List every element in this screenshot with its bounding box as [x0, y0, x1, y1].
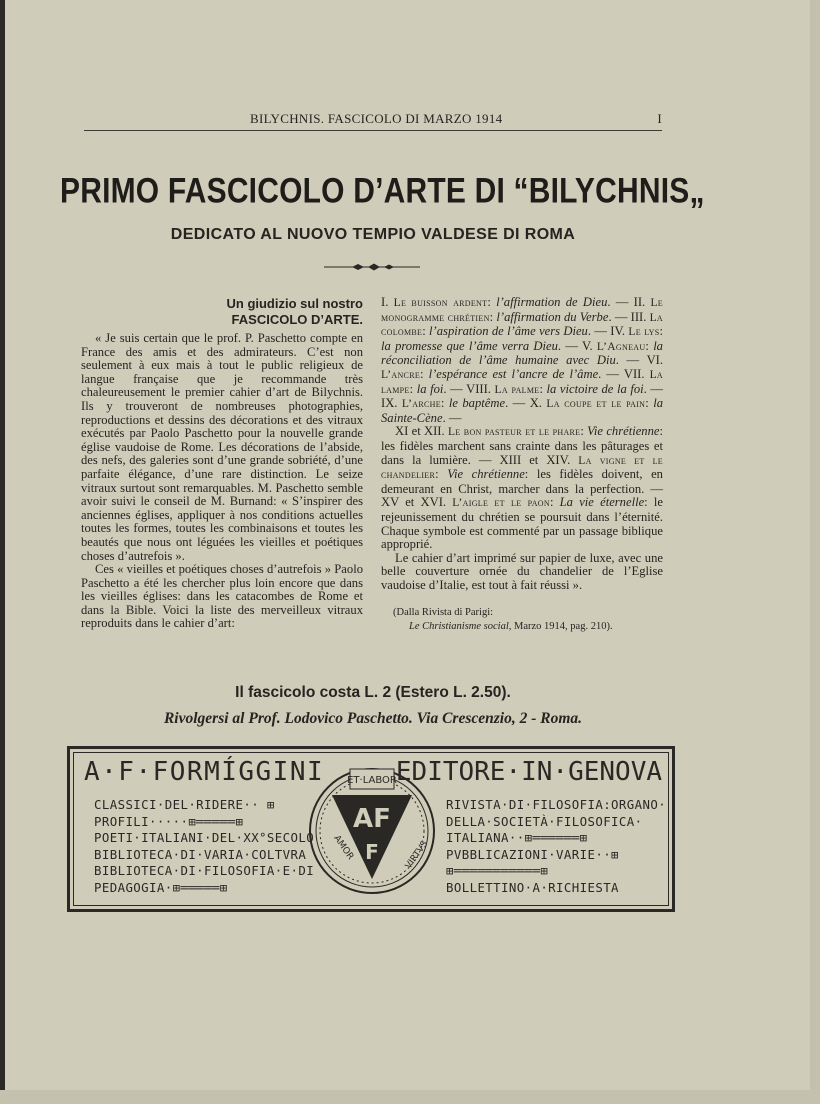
emblem-letters-top: AF: [353, 804, 391, 834]
article-paragraph: « Je suis certain que le prof. P. Paschetto compte en France des amis et des admirateurs. C’est non seulement à eux mais à tout le public religieux de langue française que je recommande très chaleureusement le premier cahier d’art de Bilychnis. Ils y trouveront de nombreuses photographies, reproductions et dessins des décorations et des vitraux exécutés par Paolo Paschetto pour la nouvelle grande église vaudoise de Rome. Les décorations de l’abside, des nefs, des galeries sont d’une grande sobriété, d’une parfaite élégance, d’une rare distinction. Le seize vitraux surtout sont remarquables. M. Paschetto semble avoir suivi le conseil de M. Burnand: « S’inspirer des anciennes églises, appliquer à nos conditions actuelles toutes les formes, toutes les combinaisons et toutes les beautés que nous ont léguées les vieilles et poétiques choses d’autrefois ».: [81, 331, 363, 563]
window-description: l’espérance est l’ancre de l’âme: [428, 366, 599, 381]
window-number: X.: [529, 396, 547, 411]
window-description: la promesse que l’âme verra Dieu: [381, 338, 558, 353]
w15-name: L’aigle et le paon: [452, 497, 550, 510]
window-name: La colombe: [381, 311, 663, 339]
ad-series-item: POETI·ITALIANI·DEL·XX°SECOLO: [94, 830, 315, 846]
window-number: IV.: [610, 324, 629, 339]
article-heading: Un giudizio sul nostro FASCICOLO D’ARTE.: [226, 296, 363, 327]
window-name: La lampe: [381, 368, 664, 396]
emblem-left-word: AMOR: [331, 833, 356, 862]
window-number: VI.: [646, 353, 664, 368]
running-title: BILYCHNIS. FASCICOLO DI MARZO 1914: [250, 111, 503, 126]
scan-edge-left: [0, 0, 5, 1104]
article-paragraph: XI et XII. Le bon pasteur et le phare: Vie chrétienne: les fidèles marchent sans crainte dans les pâturages et dans la lumière. — XIII et XIV. La vigne et le chandelier: Vie chrétienne: les fidèles doivent, en demeurant en Christ, marcher dans la perfection. — XV et XVI. L’aigle et le paon: La vie éternelle: le rejeunissement du chrétien se poursuit dans l’éternité. Chaque symbole est commenté par un passage biblique approprié.: [381, 424, 663, 552]
source-journal: Le Christianisme social,: [409, 621, 512, 633]
scan-edge-right: [810, 0, 820, 1104]
ad-series-item: CLASSICI·DEL·RIDERE·· ⊞: [94, 797, 275, 812]
article-column-right: [381, 296, 663, 634]
ad-series-item: BIBLIOTECA·DI·FILOSOFIA·E·DI: [94, 863, 315, 879]
source-citation: (Dalla Rivista di Parigi: Le Christianisme social, Marzo 1914, pag. 210).: [393, 607, 613, 633]
window-description: le baptême: [448, 396, 506, 411]
subtitle: DEDICATO AL NUOVO TEMPIO VALDESE DI ROMA: [170, 226, 576, 243]
header-rule: [84, 130, 662, 131]
window-number: IX.: [381, 396, 402, 411]
window-name: L’arche: [401, 398, 441, 411]
window-name: La coupe et le pain: [546, 398, 646, 411]
article-paragraph-last: Le cahier d’art imprimé sur papier de luxe, avec une belle couverture ornée du chandelier de l’Eglise vaudoise d’Italie, est tout à fait réussi ».: [381, 550, 663, 592]
window-number: I.: [381, 295, 394, 309]
publisher-advertisement: [67, 746, 675, 912]
ad-series-item: BIBLIOTECA·DI·VARIA·COLTVRA: [94, 846, 307, 862]
ad-series-item: RIVISTA·DI·FILOSOFIA:ORGANO·: [446, 797, 667, 812]
window-list: I. Le buisson ardent: l’affirmation de Dieu. — II. Le monogramme chrétien: l’affirmation du Verbe. — III. La colombe: l’aspiration de l’âme vers Dieu. — IV. Le lys: la promesse que l’âme verra Dieu. — V. L’Agneau: la réconciliation de l’âme humaine avec Diu. — VI. L’ancre: l’espérance est l’ancre de l’âme. — VII. La lampe: la foi. — VIII. La palme: la victoire de la foi. — IX. L’arche: le baptême. — X. La coupe et le pain: la Sainte-Cène. —: [381, 295, 664, 425]
ad-series-item: PROFILI·····⊞═════⊞: [94, 813, 244, 829]
contact-line: Rivolgersi al Prof. Lodovico Paschetto. Via Crescenzio, 2 - Roma.: [163, 710, 583, 727]
ad-series-item: ITALIANA··⊞══════⊞: [446, 830, 588, 846]
window-name: L’ancre: [381, 368, 421, 381]
emblem-motto: ET·LABOR: [347, 775, 397, 786]
article-paragraph: Ces « vieilles et poétiques choses d’autrefois » Paolo Paschetto a été les chercher plus loin encore que dans les vieilles églises: dans les catacombes de Rome et dans la Bible. Voici la liste des merveilleux vitraux reproduits dans le cahier d’art:: [81, 562, 363, 631]
w15-desc: La vie éternelle: [559, 495, 645, 510]
window-description: la foi: [416, 381, 444, 396]
window-description: la Sainte-Cène: [381, 396, 663, 425]
ad-publisher-name: A·F·FORMÍGGINI: [84, 757, 325, 787]
window-number: VII.: [623, 366, 650, 381]
window-name: Le lys: [628, 326, 660, 339]
emblem-letters-bottom: F: [365, 840, 379, 864]
ad-publisher-city: EDITORE·IN·GENOVA: [395, 757, 662, 787]
w15-num: XV et XVI.: [381, 495, 447, 510]
window-name: Le buisson ardent: [393, 297, 488, 309]
price-line: Il fascicolo costa L. 2 (Estero L. 2.50).: [235, 684, 511, 701]
window-description: l’affirmation de Dieu: [496, 295, 608, 309]
page-number: I: [657, 111, 662, 126]
ornament-divider: [322, 262, 422, 272]
w13-name: La vigne et le chandelier: [381, 454, 663, 482]
window-name: L’Agneau: [596, 340, 646, 353]
article-column-left: [81, 296, 363, 631]
window-description: la victoire de la foi: [546, 381, 644, 396]
window-number: V.: [582, 338, 597, 353]
emblem-right-word: VIRTVS: [403, 839, 431, 872]
source-date: Marzo 1914, pag. 210).: [514, 621, 613, 633]
window-number: II.: [633, 295, 651, 309]
ad-series-item: DELLA·SOCIETÀ·FILOSOFICA·: [446, 813, 643, 829]
scan-edge-bottom: [0, 1090, 820, 1104]
window-name: Le monogramme chrétien: [381, 297, 663, 324]
ad-series-left: [94, 797, 314, 897]
window-number: VIII.: [466, 381, 495, 396]
w13-desc: Vie chrétienne: [447, 467, 525, 482]
window-name: La palme: [494, 383, 540, 396]
ad-series-right: [446, 797, 666, 897]
main-title: PRIMO FASCICOLO D’ARTE DI “BILYCHNIS„: [60, 172, 705, 211]
w11-num: XI et XII.: [395, 424, 445, 439]
ad-series-item: ⊞═══════════⊞: [446, 863, 549, 879]
publisher-emblem: [306, 761, 438, 899]
ad-series-item: PEDAGOGIA·⊞═════⊞: [94, 879, 228, 895]
ad-series-item: PVBBLICAZIONI·VARIE··⊞: [446, 846, 619, 862]
window-description: l’aspiration de l’âme vers Dieu: [429, 324, 588, 339]
ad-series-item: BOLLETTINO·A·RICHIESTA: [446, 879, 619, 895]
w13-num: XIII et XIV.: [499, 452, 571, 467]
w11-name: Le bon pasteur et le phare: [447, 426, 581, 439]
window-description: la réconciliation de l’âme humaine avec Diu: [381, 338, 663, 368]
window-description: l’affirmation du Verbe: [496, 309, 609, 324]
window-number: III.: [630, 309, 650, 324]
w11-desc: Vie chrétienne: [587, 424, 660, 439]
